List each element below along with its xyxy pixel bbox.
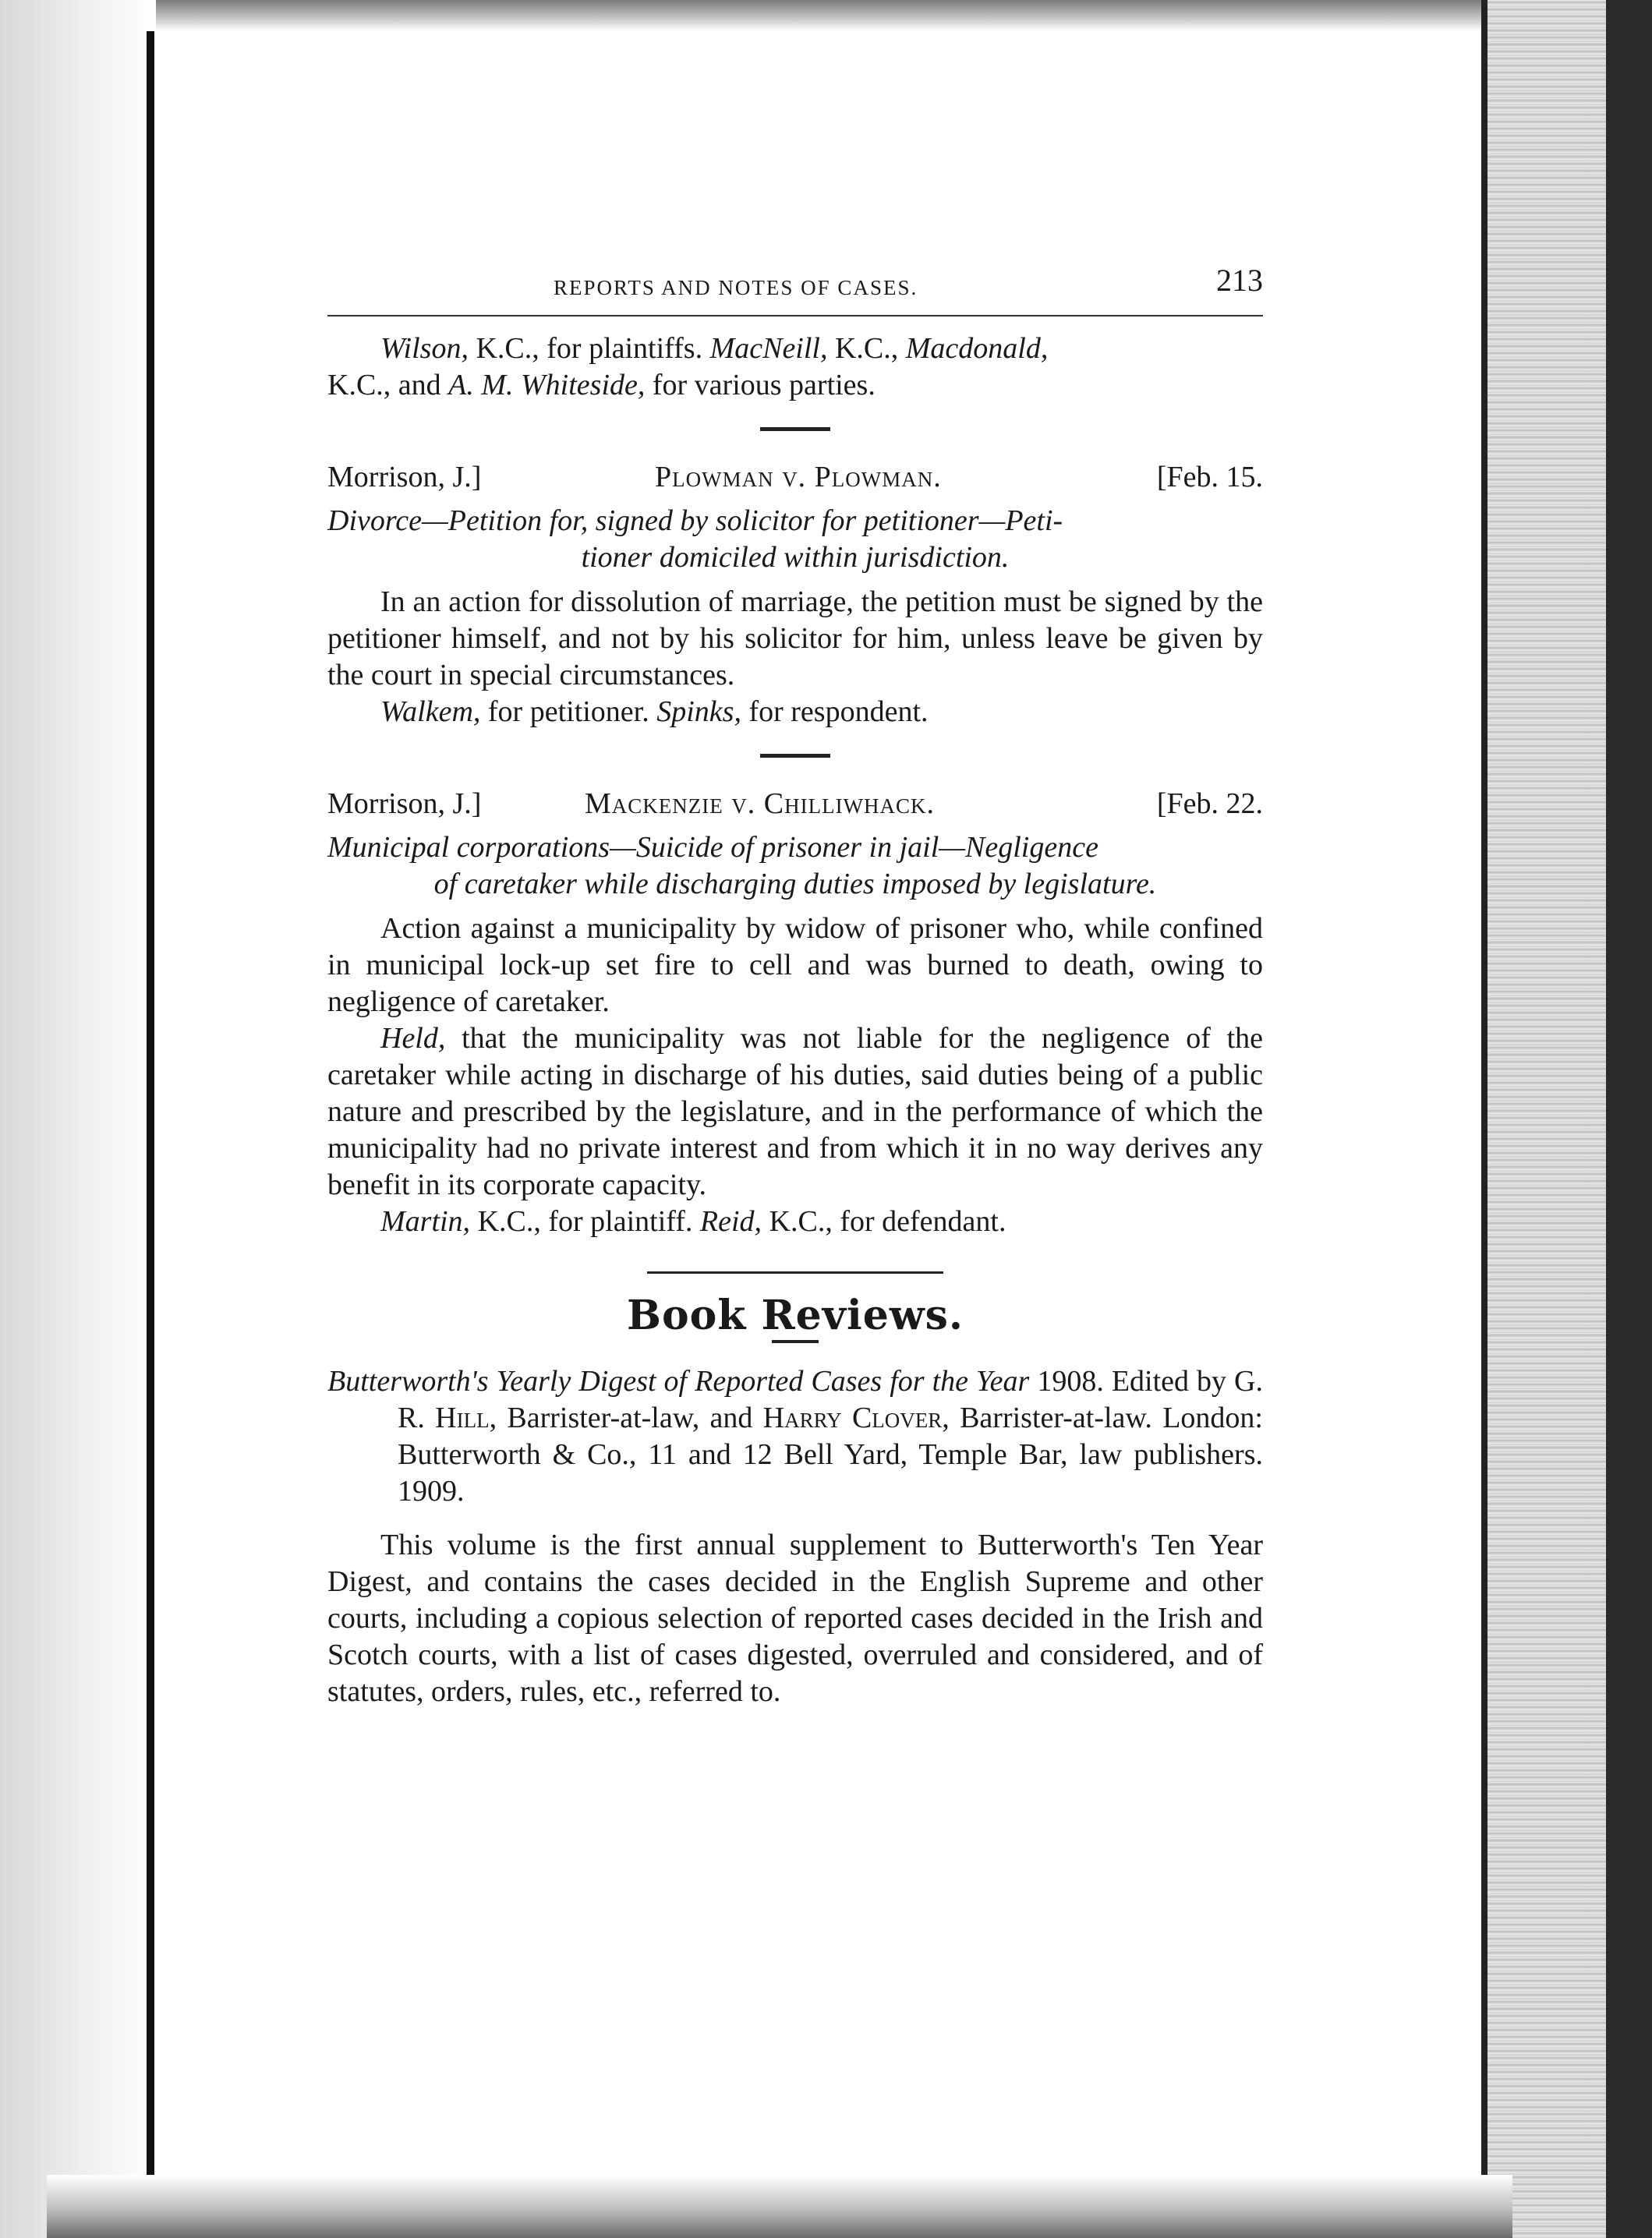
case-1-counsel [327,694,1263,730]
running-head [327,257,1263,304]
case-2-judge: Morrison, J.] [327,787,482,820]
counsel-name: Walkem, [380,695,481,728]
counsel-text: K.C., for plaintiff. [470,1205,700,1238]
scan-bottom-edge [47,2175,1512,2238]
book-review-body: This volume is the first annual supplement to Butterworth's Ten Year Digest, and contains the cases decided in the English Supreme and other courts, including a copious selection of reported cases decided in the Irish and Scotch courts, with a list of cases digested, overruled and considered, and of statutes, orders, rules, etc., referred to. [327,1529,1263,1708]
scan-left-edge [0,0,156,2238]
scan-right-rule [1481,0,1488,2238]
case-2-name: Mackenzie v. Chilliwhack. [585,787,936,820]
counsel-name: A. M. Whiteside, [448,369,646,401]
counsel-text: K.C., for defendant. [762,1205,1006,1238]
case-2-date: [Feb. 22. [1156,787,1263,820]
section-rule [647,1271,943,1274]
book-title: Butterworth's Yearly Digest of Reported Cases for the Year [327,1365,1030,1398]
counsel-name: MacNeill, [709,332,828,365]
headnote-line: Municipal corporations—Suicide of prisoner in jail—Negligence [327,831,1098,864]
headnote-line: of caretaker while discharging duties imposed by legislature. [433,868,1157,900]
scan-top-edge [0,0,1520,31]
spacer [327,1510,1263,1527]
held-label: Held, [380,1022,446,1055]
held-text: that the municipality was not liable for the negligence of the caretaker while acting in discharge of his duties, said duties being of a public nature and prescribed by the legislature, and in the performance of which the municipality had no private interest and from which it in no way derives any benefit in its corporate capacity. [327,1022,1263,1201]
counsel-text: K.C., for plaintiffs. [468,332,710,365]
counsel-name: Macdonald, [905,332,1049,365]
book-details: 1908. Edited by G. R. [398,1365,1263,1434]
counsel-text: for respondent. [741,695,929,728]
case-2-held [327,1020,1263,1204]
case-1-date: [Feb. 15. [1156,461,1263,493]
headnote-line: tioner domiciled within jurisdiction. [581,541,1010,574]
scan-right-shadow [1606,0,1652,2238]
counsel-name: Wilson, [380,332,469,365]
case-1-judge: Morrison, J.] [327,461,482,493]
case-1-heading [327,459,1263,498]
book-reviews-title: Book Reviews. [627,1292,964,1339]
editor-name: Hill, [435,1402,497,1434]
book-entry [327,1363,1263,1510]
case-2-body: Action against a municipality by widow of prisoner who, while confined in municipal lock-up set fire to cell and was burned to death, owing to negligence of caretaker. [327,912,1263,1018]
editor-name: Harry Clover, [762,1402,950,1434]
case-divider [760,427,830,431]
intro-counsel-line-2 [327,367,1263,404]
intro-counsel-line-1 [327,331,1263,367]
running-title: REPORTS AND NOTES OF CASES. [554,276,918,299]
counsel-text: K.C., [827,332,906,365]
counsel-name: Spinks, [656,695,741,728]
counsel-text: for various parties. [645,369,876,401]
case-1-body: In an action for dissolution of marriage, the petition must be signed by the petitioner himself, and not by his solicitor for him, unless leave be given by the court in special circumstances. [327,585,1263,691]
case-2-heading [327,786,1263,825]
counsel-text: K.C., and [327,369,449,401]
case-2-headnote [327,829,1263,903]
book-details: Barrister-at-law, and [497,1402,763,1434]
counsel-text: for petitioner. [480,695,657,728]
counsel-name: Martin, [380,1205,471,1238]
page-number: 213 [1216,263,1263,298]
case-2-counsel [327,1204,1263,1240]
scan-left-rule [147,31,154,2214]
case-1-headnote [327,503,1263,576]
headnote-line: Divorce—Petition for, signed by solicitor for petitioner—Peti- [327,504,1063,537]
case-1-name: Plowman v. Plowman. [655,461,942,493]
case-divider [760,754,830,758]
title-underline [772,1340,819,1343]
head-rule [327,315,1263,316]
book-details: Barrister-at-law. London: Butterworth & Co., 11 and 12 Bell Yard, Temple Bar, law publishers. 1909. [398,1402,1263,1508]
page-content [327,257,1263,1710]
counsel-name: Reid, [699,1205,762,1238]
